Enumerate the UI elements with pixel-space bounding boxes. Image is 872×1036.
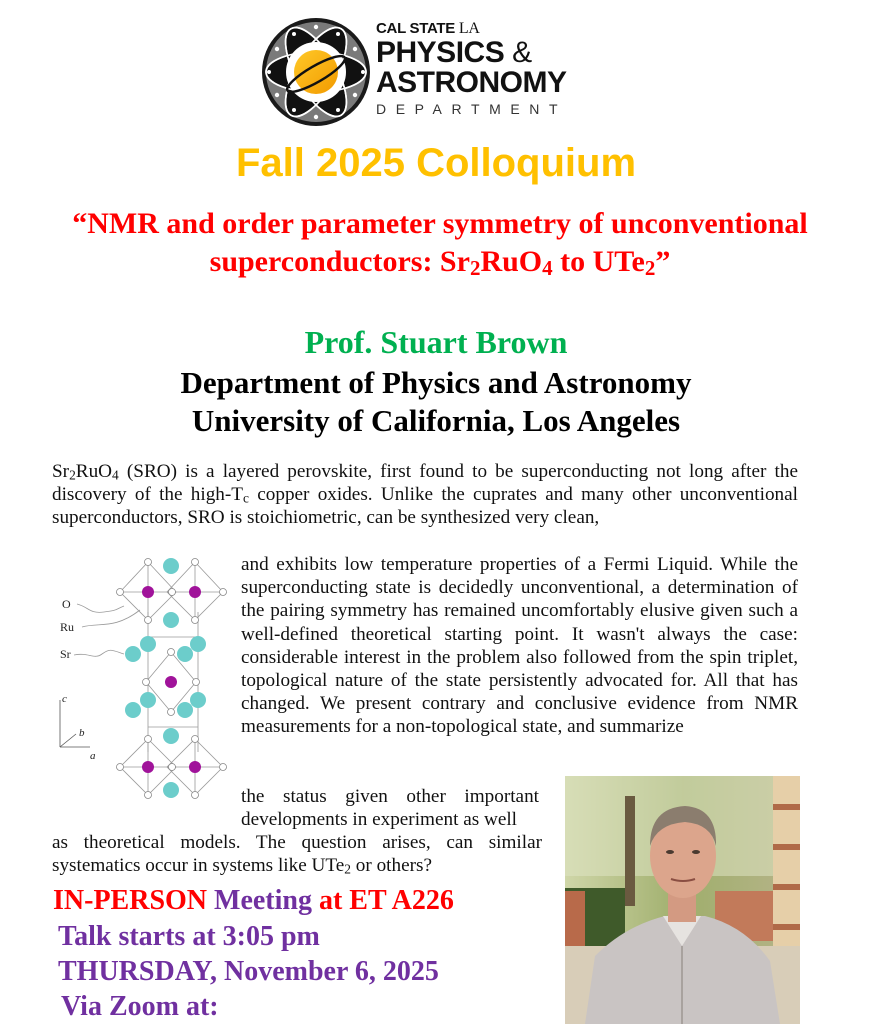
title-part-3: to UTe [552,245,645,278]
abstract-text: copper oxides. Unlike the cuprates and many other unconventional superconductors, SRO is stoichiometric, can be synthesized very clean, [52,484,799,529]
department-logo [260,16,590,128]
abstract-text: or others? [351,855,432,877]
sr2ruo4-crystal-structure-figure [44,552,234,802]
abstract-text: the status given other important developments in experiment as well [241,786,539,831]
abstract-paragraph-top [52,460,798,530]
speaker-affiliation [0,364,872,440]
axis-a: a [90,750,96,762]
abstract-paragraph-bottom [52,831,542,877]
meeting-location [53,884,454,918]
subscript: 2 [69,467,76,483]
abstract-text: and exhibits low temperature properties of a Fermi Liquid. While the superconducting state is decidedly unconventional, a determination of the pairing symmetry has remained uncomfortably elusive given such a well-defined theoretical starting point. It wasn't always the case: considerable interest in the problem also followed from the spin triplet, topological nature of the state persistently advocated for. All that has changed. We present contrary and conclusive evidence from NMR measurements for a non-topological state, and summarize [241,554,798,738]
atom-planet-logo-icon [260,16,372,128]
logo-physics: PHYSICS [376,36,505,69]
title-part-1: NMR and order parameter symmetry of unconventional superconductors: Sr [87,207,808,278]
abstract-text: Sr [52,461,70,482]
subscript: 4 [112,467,119,483]
label-o: O [62,597,71,611]
affiliation-university: University of California, Los Angeles [191,403,681,438]
logo-cal-state: CAL STATE [376,20,455,37]
axis-c: c [62,693,67,705]
subscript: 2 [344,861,351,877]
label-ru: Ru [60,620,75,634]
logo-la: LA [458,20,480,37]
open-quote: “ [72,207,88,240]
speaker-name: Prof. Stuart Brown [304,324,568,360]
axis-b: b [79,727,85,739]
label-sr: Sr [60,647,71,661]
logo-wordmark [376,20,567,118]
in-person-label: IN-PERSON [53,885,208,916]
speaker-photo-image [565,776,800,1024]
talk-title [60,205,820,281]
talk-start-time: Talk starts at 3:05 pm [58,921,320,952]
abstract-paragraph-lower [241,785,539,831]
title-subscript-2: 4 [542,256,553,281]
zoom-info-label: Via Zoom at: [61,991,219,1022]
logo-department: DEPARTMENT [376,101,568,117]
talk-date: THURSDAY, November 6, 2025 [58,956,439,987]
speaker-photo [565,776,800,1024]
abstract-text: (SRO) is a layered perovskite, first found to be superconducting not long after the discovery of the high-T [52,461,798,506]
title-subscript-1: 2 [469,256,481,281]
logo-astronomy: ASTRONOMY [376,66,567,99]
meeting-word: Meeting [207,885,312,916]
title-subscript-3: 2 [644,256,656,281]
abstract-paragraph-middle [241,553,798,739]
abstract-text: as theoretical models. The question arises, can similar systematics occur in systems like UTe [52,832,542,877]
abstract-text: RuO [75,461,113,482]
close-quote: ” [655,245,671,278]
title-part-2: RuO [480,245,543,278]
affiliation-department: Department of Physics and Astronomy [180,365,692,400]
logo-ampersand: & [512,36,532,69]
subscript: c [243,490,249,506]
colloquium-series-title: Fall 2025 Colloquium [235,141,637,185]
meeting-room: at ET A226 [311,885,454,916]
